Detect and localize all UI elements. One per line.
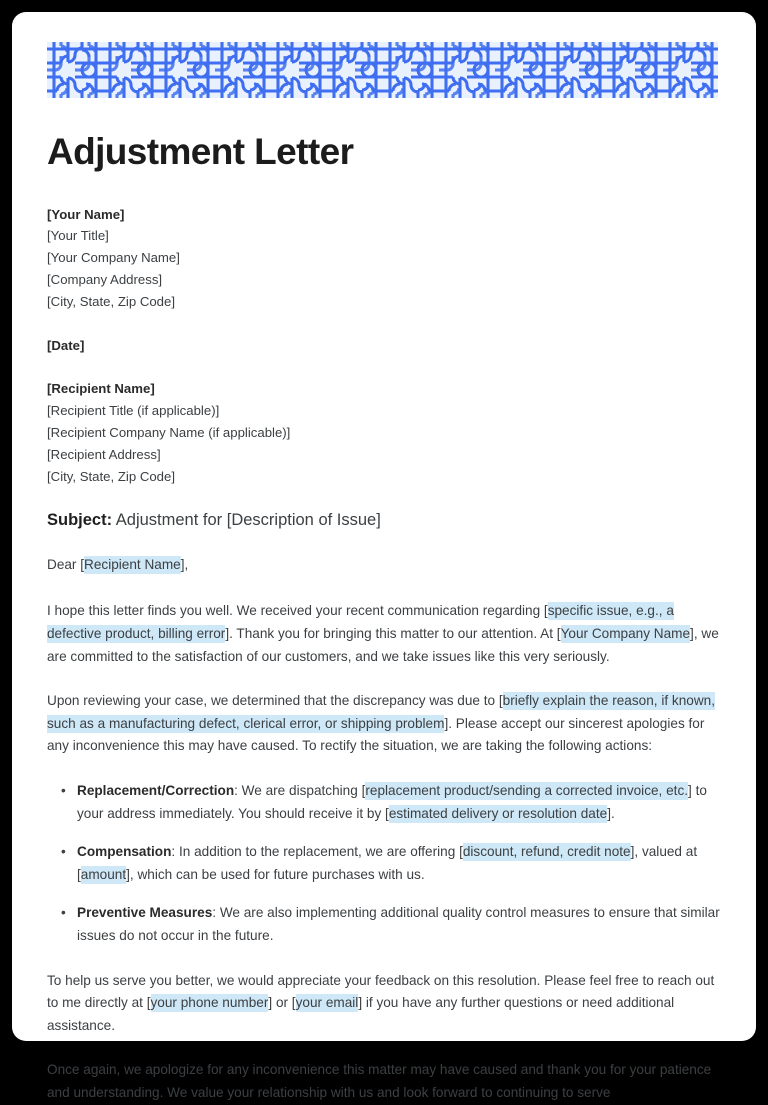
sender-company: [Your Company Name] — [47, 250, 180, 266]
action-label-replacement: Replacement/Correction — [77, 783, 235, 799]
recipient-address-block — [47, 378, 721, 487]
list-item — [77, 780, 721, 825]
recipient-company: [Recipient Company Name (if applicable)] — [47, 425, 291, 441]
date-block — [47, 335, 721, 357]
recipient-title: [Recipient Title (if applicable)] — [47, 403, 220, 419]
body-paragraph-4: Once again, we apologize for any inconvenience this matter may have caused and thank you for your patience and understanding. We value your relationship with us and look forward to continuing to serve — [47, 1062, 712, 1100]
p3-part-2: ] or [ — [268, 995, 296, 1011]
action-0-part-1: : We are dispatching [ — [234, 783, 366, 799]
placeholder-recipient-name: Recipient Name — [84, 557, 181, 573]
sender-name: [Your Name] — [47, 206, 125, 222]
placeholder-reason-explanation: briefly explain the reason, if known, such as a manufacturing defect, clerical error, or shipping problem — [47, 693, 715, 731]
p3-part-3: ] if you have any further questions or need additional assistance. — [47, 995, 675, 1033]
decorative-header-band — [47, 42, 718, 98]
actions-list — [47, 780, 721, 948]
list-item — [77, 902, 721, 947]
action-1-part-3: ], which can be used for future purchases with us. — [126, 866, 425, 882]
body-paragraph-2 — [47, 690, 721, 758]
recipient-name: [Recipient Name] — [47, 381, 155, 397]
document-page — [12, 12, 756, 1100]
placeholder-estimated-delivery-date: estimated delivery or resolution date — [388, 805, 608, 821]
body-paragraph-1 — [47, 600, 721, 668]
placeholder-phone-number: your phone number — [150, 995, 269, 1011]
placeholder-email: your email — [295, 995, 359, 1011]
body-paragraph-3 — [47, 970, 721, 1038]
sender-city-state-zip: [City, State, Zip Code] — [47, 293, 176, 309]
salutation-prefix: Dear [ — [47, 557, 85, 573]
sender-title: [Your Title] — [47, 228, 109, 244]
action-0-part-2: ] to your address immediately. You should receive it by [ — [77, 783, 707, 821]
action-1-part-2: ], valued at [ — [77, 844, 698, 882]
placeholder-specific-issue: specific issue, e.g., a defective product, billing error — [47, 603, 674, 642]
truchet-maze-pattern-icon — [47, 42, 718, 98]
placeholder-replacement-product: replacement product/sending a corrected invoice, etc. — [365, 783, 689, 799]
sender-company-address: [Company Address] — [47, 272, 163, 288]
date-value: [Date] — [47, 337, 85, 353]
action-1-part-1: : In addition to the replacement, we are offering [ — [171, 844, 463, 860]
p1-part-2: ]. Thank you for bringing this matter to our attention. At [ — [225, 626, 561, 642]
sender-address-block — [47, 204, 721, 313]
list-item — [77, 841, 721, 886]
subject-text: Adjustment for [Description of Issue] — [115, 511, 381, 530]
p2-part-1: Upon reviewing your case, we determined that the discrepancy was due to [ — [47, 693, 503, 709]
action-label-compensation: Compensation — [77, 844, 172, 860]
p3-part-1: To help us serve you better, we would appreciate your feedback on this resolution. Please feel free to reach out to me directly at [ — [47, 972, 715, 1011]
action-label-preventive: Preventive Measures — [77, 905, 213, 921]
recipient-address: [Recipient Address] — [47, 446, 161, 462]
p2-part-2: ]. Please accept our sincerest apologies for any inconvenience this may have caused. To rectify the situation, we are taking the following actions: — [47, 715, 705, 754]
subject-label: Subject: — [47, 511, 113, 530]
salutation — [47, 554, 721, 576]
p1-part-1: I hope this letter finds you well. We received your recent communication regarding [ — [47, 603, 548, 619]
subject-line — [47, 511, 721, 530]
salutation-suffix: ], — [180, 557, 189, 573]
placeholder-discount-refund: discount, refund, credit note — [462, 844, 631, 860]
p1-part-3: ], we are committed to the satisfaction of our customers, and we take issues like this very seriously. — [47, 626, 719, 664]
recipient-city-state-zip: [City, State, Zip Code] — [47, 468, 176, 484]
action-2-part-1: : We are also implementing additional quality control measures to ensure that similar issues do not occur in the future. — [77, 905, 720, 943]
placeholder-amount: amount — [80, 866, 127, 882]
page-title: Adjustment Letter — [47, 131, 354, 172]
placeholder-your-company-name: Your Company Name — [560, 626, 691, 642]
action-0-part-3: ]. — [607, 805, 615, 821]
